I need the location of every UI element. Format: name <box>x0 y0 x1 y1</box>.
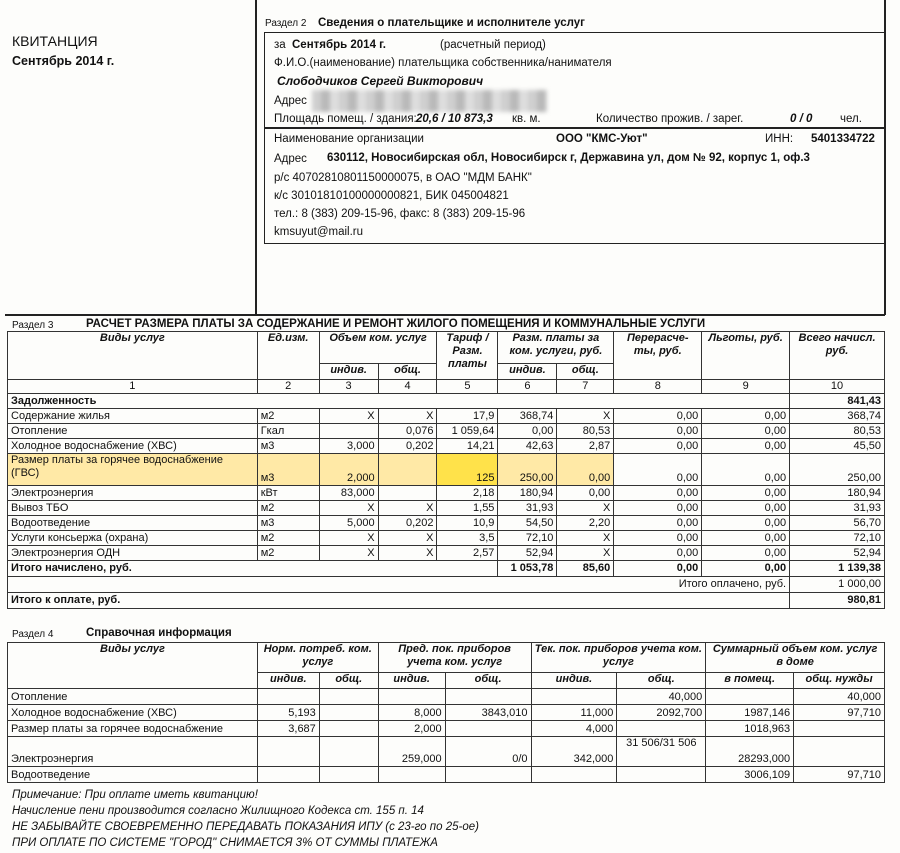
charge-row <box>8 531 885 546</box>
ref-cur-common: общ. <box>617 673 706 689</box>
reference-cell <box>794 721 885 737</box>
charge-cell: 0,202 <box>378 439 437 454</box>
column-number: 2 <box>257 380 319 394</box>
charge-cell: 3,5 <box>437 531 498 546</box>
service-name: Размер платы за горячее водоснабжение (ГВС) <box>8 454 258 486</box>
charge-cell: X <box>378 546 437 561</box>
charge-cell: 80,53 <box>557 424 614 439</box>
sec2-period: Сентябрь 2014 г. <box>292 39 386 51</box>
charge-cell: 80,53 <box>790 424 885 439</box>
charge-cell: 72,10 <box>498 531 557 546</box>
charge-cell: 0,00 <box>702 516 790 531</box>
charge-cell: 83,000 <box>319 486 378 501</box>
phone: тел.: 8 (383) 209-15-96, факс: 8 (383) 209-15-96 <box>274 208 526 220</box>
service-name: Электроэнергия ОДН <box>8 546 258 561</box>
area-value: 20,6 / 10 873,3 <box>416 113 493 125</box>
reference-cell: 3006,109 <box>706 767 794 783</box>
charge-cell: 17,9 <box>437 409 498 424</box>
charge-cell: 0,00 <box>702 439 790 454</box>
note-3: НЕ ЗАБЫВАЙТЕ СВОЕВРЕМЕННО ПЕРЕДАВАТЬ ПОКАЗАНИЯ ИПУ (с 23-го по 25-ое) <box>12 821 479 833</box>
charge-cell: 10,9 <box>437 516 498 531</box>
reference-cell: 1018,963 <box>706 721 794 737</box>
total-payment-common: 85,60 <box>557 561 614 577</box>
charge-cell: 0,00 <box>702 546 790 561</box>
charge-cell: 56,70 <box>790 516 885 531</box>
paid-label: Итого оплачено, руб. <box>8 577 790 593</box>
receipt-period: Сентябрь 2014 г. <box>12 54 115 68</box>
charge-cell: 0,00 <box>702 409 790 424</box>
charge-cell: 0,00 <box>557 486 614 501</box>
left-divider <box>255 0 257 315</box>
note-2: Начисление пени производится согласно Жилищного Кодекса ст. 155 п. 14 <box>12 805 424 817</box>
charge-row <box>8 439 885 454</box>
reference-service: Электроэнергия <box>8 737 258 767</box>
charge-row <box>8 454 885 486</box>
charge-cell: 0,00 <box>702 454 790 486</box>
column-number: 5 <box>437 380 498 394</box>
charge-cell: X <box>557 409 614 424</box>
charge-cell: 2,20 <box>557 516 614 531</box>
org-label: Наименование организации <box>274 133 424 145</box>
reference-cell: 1987,146 <box>706 705 794 721</box>
charge-cell: 1 059,64 <box>437 424 498 439</box>
charge-cell: 0,00 <box>614 486 702 501</box>
sec4-label: Раздел 4 <box>12 629 54 640</box>
charge-cell: 42,63 <box>498 439 557 454</box>
reference-service: Водоотведение <box>8 767 258 783</box>
payer-name: Слободчиков Сергей Викторович <box>277 74 484 88</box>
column-number: 6 <box>498 380 557 394</box>
charge-cell: 45,50 <box>790 439 885 454</box>
charge-cell: 2,87 <box>557 439 614 454</box>
ref-prev-indiv: индив. <box>378 673 445 689</box>
ref-col-sum: Суммарный объем ком. услуг в доме <box>706 643 885 673</box>
charge-cell: м3 <box>257 439 319 454</box>
column-number: 1 <box>8 380 258 394</box>
redacted-address <box>312 90 547 112</box>
col-benefits: Льготы, руб. <box>702 332 790 380</box>
ref-sum-common: общ. нужды <box>794 673 885 689</box>
reference-cell: 97,710 <box>794 767 885 783</box>
paid-value: 1 000,00 <box>790 577 885 593</box>
charge-cell: X <box>557 546 614 561</box>
charge-cell <box>319 424 378 439</box>
charge-cell: 54,50 <box>498 516 557 531</box>
charge-cell: 0,076 <box>378 424 437 439</box>
col-volume-indiv: индив. <box>319 364 378 380</box>
period-note: (расчетный период) <box>440 39 546 51</box>
reference-cell: 11,000 <box>531 705 617 721</box>
charge-cell: м2 <box>257 546 319 561</box>
service-name: Электроэнергия <box>8 486 258 501</box>
email: kmsuyut@mail.ru <box>274 226 363 238</box>
column-number: 9 <box>702 380 790 394</box>
reference-cell <box>794 737 885 767</box>
area-label: Площадь помещ. / здания: <box>274 113 417 125</box>
reference-cell: 40,000 <box>794 689 885 705</box>
col-tariff: Тариф / Разм. платы <box>437 332 498 380</box>
org-address: 630112, Новосибирская обл, Новосибирск г, Державина ул, дом № 92, корпус 1, оф.3 <box>327 152 810 164</box>
charge-cell: 0,00 <box>614 531 702 546</box>
charge-cell: 14,21 <box>437 439 498 454</box>
column-number: 4 <box>378 380 437 394</box>
charge-cell: 0,00 <box>614 409 702 424</box>
charges-table <box>7 331 885 609</box>
charge-cell: 0,00 <box>498 424 557 439</box>
sec2-divider <box>264 127 884 129</box>
service-name: Вывоз ТБО <box>8 501 258 516</box>
reference-cell <box>257 689 319 705</box>
reference-cell <box>257 767 319 783</box>
reference-cell: 3843,010 <box>445 705 531 721</box>
reference-cell <box>319 767 378 783</box>
charge-cell: 0,00 <box>702 501 790 516</box>
receipt-title: КВИТАНЦИЯ <box>12 33 98 49</box>
column-number: 10 <box>790 380 885 394</box>
ref-norm-indiv: индив. <box>257 673 319 689</box>
service-name: Отопление <box>8 424 258 439</box>
charge-cell: 0,00 <box>702 531 790 546</box>
charge-cell: 0,00 <box>614 439 702 454</box>
col-payment-common: общ. <box>557 364 614 380</box>
charge-cell: X <box>319 531 378 546</box>
sec3-top-border <box>5 314 885 316</box>
service-name: Содержание жилья <box>8 409 258 424</box>
debt-label: Задолженность <box>8 394 790 409</box>
address-label: Адрес <box>274 95 307 107</box>
charge-cell: 52,94 <box>498 546 557 561</box>
charge-cell: м2 <box>257 531 319 546</box>
note-1: Примечание: При оплате иметь квитанцию! <box>12 789 258 801</box>
column-number: 3 <box>319 380 378 394</box>
col-services: Виды услуг <box>8 332 258 380</box>
reference-cell: 0/0 <box>445 737 531 767</box>
charge-cell: 250,00 <box>790 454 885 486</box>
inn-value: 5401334722 <box>811 133 875 145</box>
col-payment: Разм. платы за ком. услуги, руб. <box>498 332 614 364</box>
charge-cell: 2,57 <box>437 546 498 561</box>
reference-row <box>8 767 885 783</box>
service-name: Водоотведение <box>8 516 258 531</box>
charge-row <box>8 486 885 501</box>
reference-cell <box>531 689 617 705</box>
reference-cell <box>617 721 706 737</box>
inn-label: ИНН: <box>765 133 794 145</box>
residents-value: 0 / 0 <box>790 113 813 125</box>
ref-col-prev: Пред. пок. приборов учета ком. услуг <box>378 643 531 673</box>
charge-cell: X <box>378 531 437 546</box>
total-benefits: 0,00 <box>702 561 790 577</box>
charge-cell: 1,55 <box>437 501 498 516</box>
sec2-label: Раздел 2 <box>265 18 307 29</box>
charge-cell: X <box>319 409 378 424</box>
reference-cell <box>445 721 531 737</box>
charge-cell: 2,000 <box>319 454 378 486</box>
charge-row <box>8 424 885 439</box>
column-number: 8 <box>614 380 702 394</box>
total-charged: 1 139,38 <box>790 561 885 577</box>
charge-cell: 0,00 <box>614 454 702 486</box>
reference-row <box>8 737 885 767</box>
charge-cell <box>378 454 437 486</box>
charge-cell: м3 <box>257 454 319 486</box>
ref-cur-indiv: индив. <box>531 673 617 689</box>
reference-service: Холодное водоснабжение (ХВС) <box>8 705 258 721</box>
charge-cell: X <box>378 501 437 516</box>
charge-cell: 72,10 <box>790 531 885 546</box>
charge-row <box>8 409 885 424</box>
reference-cell: 8,000 <box>378 705 445 721</box>
reference-cell: 4,000 <box>531 721 617 737</box>
corr-account: к/с 30101810100000000821, БИК 045004821 <box>274 190 509 202</box>
ref-prev-common: общ. <box>445 673 531 689</box>
bank-account: р/с 40702810801150000075, в ОАО "МДМ БАНК" <box>274 172 532 184</box>
charge-cell: 2,18 <box>437 486 498 501</box>
reference-cell <box>257 737 319 767</box>
due-value: 980,81 <box>790 593 885 609</box>
charge-cell: Гкал <box>257 424 319 439</box>
charge-cell: 368,74 <box>498 409 557 424</box>
charge-cell: 0,00 <box>702 424 790 439</box>
column-number: 7 <box>557 380 614 394</box>
reference-cell <box>319 689 378 705</box>
sec3-title: РАСЧЕТ РАЗМЕРА ПЛАТЫ ЗА СОДЕРЖАНИЕ И РЕМОНТ ЖИЛОГО ПОМЕЩЕНИЯ И КОММУНАЛЬНЫЕ УСЛУГИ <box>86 318 706 330</box>
charge-cell: 5,000 <box>319 516 378 531</box>
total-recalc: 0,00 <box>614 561 702 577</box>
reference-cell <box>378 767 445 783</box>
ref-sum-room: в помещ. <box>706 673 794 689</box>
col-volume-common: общ. <box>378 364 437 380</box>
charge-cell: 180,94 <box>790 486 885 501</box>
debt-value: 841,43 <box>790 394 885 409</box>
reference-cell: 259,000 <box>378 737 445 767</box>
org-name: ООО "КМС-Уют" <box>556 133 648 145</box>
reference-cell <box>319 705 378 721</box>
ref-col-norm: Норм. потреб. ком. услуг <box>257 643 378 673</box>
reference-cell: 40,000 <box>617 689 706 705</box>
charge-cell: X <box>557 501 614 516</box>
ref-col-services: Виды услуг <box>8 643 258 689</box>
reference-service: Размер платы за горячее водоснабжение <box>8 721 258 737</box>
reference-cell: 97,710 <box>794 705 885 721</box>
reference-cell <box>531 767 617 783</box>
total-label: Итого начислено, руб. <box>8 561 498 577</box>
reference-cell: 2,000 <box>378 721 445 737</box>
charge-cell: 0,202 <box>378 516 437 531</box>
fio-label: Ф.И.О.(наименование) плательщика собственника/нанимателя <box>274 57 612 69</box>
col-total: Всего начисл. руб. <box>790 332 885 380</box>
charge-cell: м2 <box>257 501 319 516</box>
charge-cell: 31,93 <box>790 501 885 516</box>
charge-cell: кВт <box>257 486 319 501</box>
due-label: Итого к оплате, руб. <box>8 593 790 609</box>
reference-cell <box>445 689 531 705</box>
sec3-label: Раздел 3 <box>12 320 54 331</box>
org-address-label: Адрес <box>274 153 307 165</box>
ref-col-cur: Тек. пок. приборов учета ком. услуг <box>531 643 706 673</box>
area-unit: кв. м. <box>512 113 541 125</box>
note-4: ПРИ ОПЛАТЕ ПО СИСТЕМЕ "ГОРОД" СНИМАЕТСЯ 3% ОТ СУММЫ ПЛАТЕЖА <box>12 837 438 849</box>
charge-cell <box>378 486 437 501</box>
charge-cell: 125 <box>437 454 498 486</box>
reference-cell: 5,193 <box>257 705 319 721</box>
reference-cell <box>617 767 706 783</box>
charge-cell: 368,74 <box>790 409 885 424</box>
reference-row <box>8 721 885 737</box>
col-volume: Объем ком. услуг <box>319 332 437 364</box>
reference-cell <box>319 721 378 737</box>
charge-row <box>8 546 885 561</box>
reference-cell: 3,687 <box>257 721 319 737</box>
charge-cell: 180,94 <box>498 486 557 501</box>
charge-cell: 0,00 <box>702 486 790 501</box>
residents-unit: чел. <box>840 113 862 125</box>
residents-label: Количество прожив. / зарег. <box>596 113 744 125</box>
charge-row <box>8 501 885 516</box>
charge-cell: 0,00 <box>614 516 702 531</box>
service-name: Холодное водоснабжение (ХВС) <box>8 439 258 454</box>
reference-cell <box>319 737 378 767</box>
reference-row <box>8 689 885 705</box>
col-recalc: Перерасче-ты, руб. <box>614 332 702 380</box>
charge-cell: 250,00 <box>498 454 557 486</box>
reference-cell: 28293,000 <box>706 737 794 767</box>
reference-service: Отопление <box>8 689 258 705</box>
charge-cell: 0,00 <box>614 424 702 439</box>
charge-cell: 31,93 <box>498 501 557 516</box>
ref-norm-common: общ. <box>319 673 378 689</box>
charge-cell: X <box>319 546 378 561</box>
charge-cell: 3,000 <box>319 439 378 454</box>
sec4-title: Справочная информация <box>86 627 232 639</box>
period-prefix: за <box>274 39 286 51</box>
charge-cell: X <box>557 531 614 546</box>
reference-cell <box>445 767 531 783</box>
reference-cell: 342,000 <box>531 737 617 767</box>
charge-cell: 0,00 <box>614 501 702 516</box>
reference-cell <box>706 689 794 705</box>
col-unit: Ед.изм. <box>257 332 319 380</box>
reference-cell: 2092,700 <box>617 705 706 721</box>
col-payment-indiv: индив. <box>498 364 557 380</box>
charge-cell: м3 <box>257 516 319 531</box>
charge-row <box>8 516 885 531</box>
reference-row <box>8 705 885 721</box>
reference-cell: 31 506/31 506 <box>617 737 706 767</box>
charge-cell: X <box>319 501 378 516</box>
reference-table <box>7 642 885 783</box>
reference-cell <box>378 689 445 705</box>
total-payment-indiv: 1 053,78 <box>498 561 557 577</box>
charge-cell: 0,00 <box>557 454 614 486</box>
charge-cell: 52,94 <box>790 546 885 561</box>
charge-cell: 0,00 <box>614 546 702 561</box>
sec2-title: Сведения о плательщике и исполнителе услуг <box>318 17 585 29</box>
charge-cell: м2 <box>257 409 319 424</box>
service-name: Услуги консьержа (охрана) <box>8 531 258 546</box>
charge-cell: X <box>378 409 437 424</box>
